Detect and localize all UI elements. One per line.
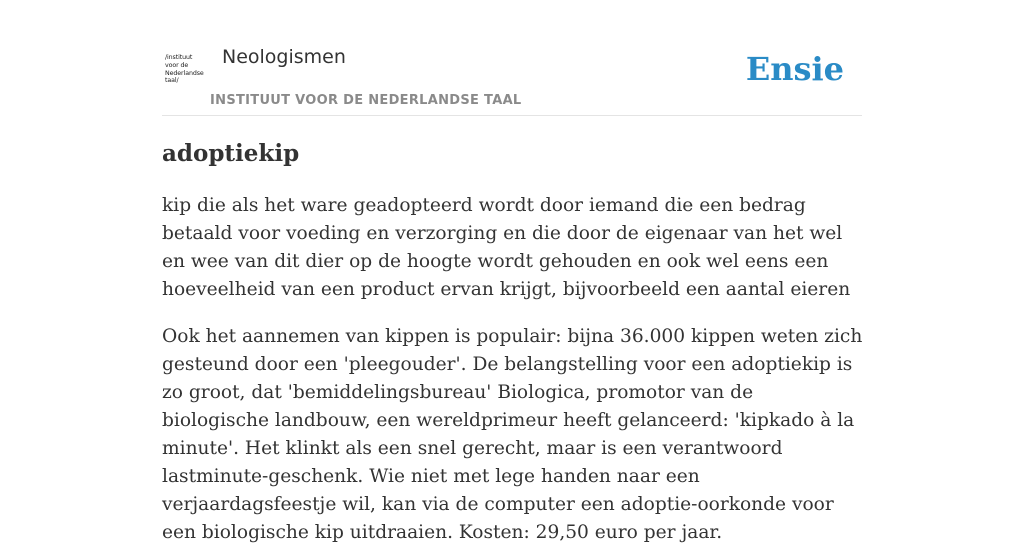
logo-line: Nederlandse (165, 69, 204, 77)
ensie-logo-link[interactable]: Ensie (745, 50, 844, 88)
logo-line: /instituut (165, 54, 193, 61)
site-subtitle: INSTITUUT VOOR DE NEDERLANDSE TAAL (210, 93, 522, 108)
site-header (162, 40, 862, 116)
entry-quote: Ook het aannemen van kippen is populair: bijna 36.000 kippen weten zich gesteund door een 'pleegouder'. De belangstelling voor een adoptiekip is zo groot, dat 'bemiddelingsbureau' Biologica, promotor van de biologische landbouw, een wereldprimeur heeft gelanceerd: 'kipkado à la minute'. Het klinkt als een snel gerecht, maar is een verantwoord lastminute-geschenk. Wie niet met lege handen naar een verjaardagsfeestje wil, kan via de computer een adoptie-oorkonde voor een biologische kip uitdraaien. Kosten: 29,50 euro per jaar. (162, 326, 863, 543)
ivdnt-logo[interactable] (165, 54, 209, 90)
logo-line: voor de (165, 61, 189, 69)
entry-headword: adoptiekip (162, 140, 300, 167)
site-title[interactable]: Neologismen (222, 46, 346, 68)
entry-definition: kip die als het ware geadopteerd wordt door iemand die een bedrag betaald voor voeding en verzorging en die door de eigenaar van het wel en wee van dit dier op de hoogte wordt gehouden en ook wel eens een hoeveelheid van een product ervan krijgt, bijvoorbeeld een aantal eieren (162, 195, 851, 300)
logo-line: taal/ (165, 77, 179, 85)
